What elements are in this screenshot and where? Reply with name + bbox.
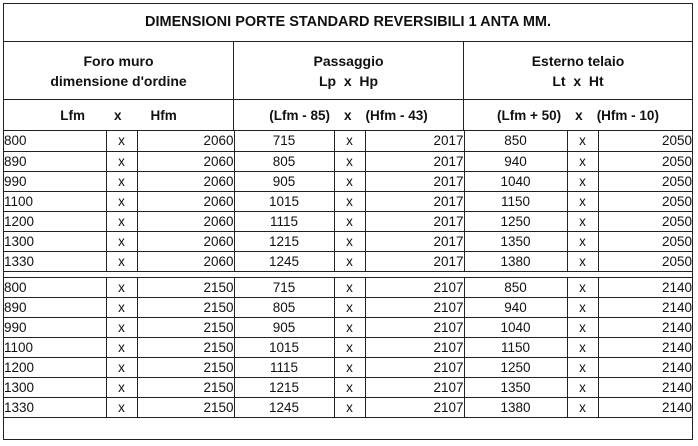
group-subtitle: Lt x Ht — [552, 72, 604, 89]
table-cell: 2150 — [137, 338, 234, 358]
formula-separator: x — [575, 107, 583, 123]
table-cell: x — [106, 211, 137, 231]
table-cell: 2050 — [598, 171, 692, 191]
table-cell: x — [567, 298, 598, 318]
table-cell: x — [567, 171, 598, 191]
table-cell: 1040 — [464, 171, 567, 191]
table-cell: 715 — [234, 131, 334, 151]
group-header-passaggio — [234, 42, 464, 99]
formula-width: Lfm — [60, 107, 85, 123]
table-cell: 1300 — [4, 231, 106, 251]
table-cell: 2060 — [137, 251, 234, 271]
table-cell: x — [334, 398, 365, 418]
table-cell: x — [334, 358, 365, 378]
group-title: Esterno telaio — [531, 52, 625, 69]
table-cell: 2150 — [137, 378, 234, 398]
table-cell: x — [106, 231, 137, 251]
table-cell: 1150 — [464, 191, 567, 211]
table-cell: 2140 — [598, 318, 692, 338]
table-cell: 1040 — [464, 318, 567, 338]
table-cell: 2107 — [365, 338, 464, 358]
table-cell: 715 — [234, 278, 334, 298]
table-cell: 2140 — [598, 278, 692, 298]
table-cell: 1115 — [234, 211, 334, 231]
table-cell: x — [106, 398, 137, 418]
table-cell: 2107 — [365, 278, 464, 298]
table-cell: x — [334, 378, 365, 398]
table-cell: 1250 — [464, 358, 567, 378]
table-cell: 2140 — [598, 358, 692, 378]
table-cell: 1350 — [464, 378, 567, 398]
table-cell: 2017 — [365, 251, 464, 271]
group-subtitle: Lp x Hp — [318, 72, 379, 89]
table-cell: x — [106, 298, 137, 318]
table-row — [4, 131, 692, 151]
table-cell: 2060 — [137, 231, 234, 251]
data-block-2060 — [4, 131, 692, 272]
formula-header-row — [4, 100, 692, 131]
table-cell: 2017 — [365, 171, 464, 191]
table-cell: x — [334, 151, 365, 171]
table-cell: x — [334, 298, 365, 318]
table-row — [4, 251, 692, 271]
table-row — [4, 171, 692, 191]
table-cell: x — [334, 338, 365, 358]
table-cell: 1330 — [4, 398, 106, 418]
table-cell: x — [334, 171, 365, 191]
table-cell: 1250 — [464, 211, 567, 231]
formula-height: Hfm — [150, 107, 177, 123]
table-cell: 1330 — [4, 251, 106, 271]
group-title: Passaggio — [313, 52, 384, 69]
table-cell: 1245 — [234, 251, 334, 271]
group-header-esterno-telaio — [464, 42, 692, 99]
table-cell: x — [334, 191, 365, 211]
table-cell: x — [106, 151, 137, 171]
formula-separator: x — [113, 107, 122, 123]
table-cell: x — [334, 278, 365, 298]
table-cell: x — [567, 278, 598, 298]
table-cell: 1300 — [4, 378, 106, 398]
table-cell: x — [567, 338, 598, 358]
group-title: Foro muro — [83, 52, 154, 69]
table-cell: 1215 — [234, 378, 334, 398]
formula-header-esterno-telaio — [464, 100, 692, 130]
table-cell: 800 — [4, 278, 106, 298]
table-cell: 2107 — [365, 298, 464, 318]
table-cell: 1245 — [234, 398, 334, 418]
table-cell: 2140 — [598, 398, 692, 418]
table-cell: x — [334, 251, 365, 271]
table-row — [4, 378, 692, 398]
table-cell: 2050 — [598, 211, 692, 231]
table-cell: 2140 — [598, 338, 692, 358]
table-cell: 2140 — [598, 298, 692, 318]
formula-header-passaggio — [234, 100, 464, 130]
table-cell: x — [567, 318, 598, 338]
table-cell: 1380 — [464, 398, 567, 418]
table-row — [4, 151, 692, 171]
formula-header-foro-muro — [4, 100, 234, 130]
formula-width: (Lfm - 85) — [269, 107, 330, 123]
table-cell: x — [567, 151, 598, 171]
table-cell: 2060 — [137, 131, 234, 151]
table-cell: 1200 — [4, 211, 106, 231]
table-cell: x — [106, 278, 137, 298]
table-cell: x — [106, 318, 137, 338]
table-cell: x — [567, 358, 598, 378]
table-cell: x — [106, 251, 137, 271]
table-cell: x — [106, 191, 137, 211]
table-cell: 890 — [4, 151, 106, 171]
table-cell: 1150 — [464, 338, 567, 358]
table-cell: 1200 — [4, 358, 106, 378]
table-cell: 800 — [4, 131, 106, 151]
table-cell: x — [106, 338, 137, 358]
formula-height: (Hfm - 10) — [596, 107, 659, 123]
table-cell: 2107 — [365, 398, 464, 418]
table-cell: 1015 — [234, 338, 334, 358]
table-cell: 990 — [4, 171, 106, 191]
table-cell: x — [106, 378, 137, 398]
table-cell: 2150 — [137, 398, 234, 418]
formula-width: (Lfm + 50) — [497, 107, 562, 123]
table-cell: 1100 — [4, 338, 106, 358]
table-cell: 2060 — [137, 211, 234, 231]
table-cell: 2107 — [365, 378, 464, 398]
table-cell: 1350 — [464, 231, 567, 251]
table-cell: 2017 — [365, 211, 464, 231]
formula-height: (Hfm - 43) — [365, 107, 428, 123]
table-cell: x — [567, 211, 598, 231]
table-cell: x — [567, 251, 598, 271]
formula-separator: x — [343, 107, 352, 123]
table-cell: x — [567, 231, 598, 251]
table-cell: x — [334, 231, 365, 251]
table-row — [4, 318, 692, 338]
table-cell: x — [334, 131, 365, 151]
table-cell: 2107 — [365, 318, 464, 338]
table-row — [4, 338, 692, 358]
table-cell: x — [567, 191, 598, 211]
data-block-2150 — [4, 278, 692, 419]
table-cell: 940 — [464, 151, 567, 171]
table-cell: 2017 — [365, 191, 464, 211]
table-cell: 2060 — [137, 171, 234, 191]
table-cell: 2060 — [137, 191, 234, 211]
group-subtitle: dimensione d'ordine — [50, 72, 187, 89]
table-cell: x — [334, 211, 365, 231]
table-cell: 805 — [234, 151, 334, 171]
table-cell: 905 — [234, 171, 334, 191]
table-cell: x — [567, 378, 598, 398]
table-cell: 2150 — [137, 298, 234, 318]
group-header-row — [4, 42, 692, 100]
table-cell: x — [334, 318, 365, 338]
table-cell: x — [106, 171, 137, 191]
table-cell: x — [567, 398, 598, 418]
dimensions-table — [3, 3, 693, 440]
table-cell: 1115 — [234, 358, 334, 378]
table-cell: x — [106, 131, 137, 151]
table-cell: x — [106, 358, 137, 378]
table-cell: 1380 — [464, 251, 567, 271]
table-cell: 805 — [234, 298, 334, 318]
table-row — [4, 398, 692, 418]
table-row — [4, 298, 692, 318]
table-cell: 2050 — [598, 151, 692, 171]
table-title: DIMENSIONI PORTE STANDARD REVERSIBILI 1 ANTA MM. — [4, 4, 692, 42]
table-cell: 2050 — [598, 251, 692, 271]
table-cell: 2050 — [598, 231, 692, 251]
table-cell: 2140 — [598, 378, 692, 398]
table-cell: 2150 — [137, 318, 234, 338]
table-cell: 2017 — [365, 151, 464, 171]
table-cell: 890 — [4, 298, 106, 318]
table-cell: 2017 — [365, 231, 464, 251]
table-cell: 2150 — [137, 358, 234, 378]
table-cell: 905 — [234, 318, 334, 338]
table-cell: 2050 — [598, 131, 692, 151]
table-cell: 850 — [464, 278, 567, 298]
table-cell: 2060 — [137, 151, 234, 171]
table-cell: 1015 — [234, 191, 334, 211]
table-cell: 2017 — [365, 131, 464, 151]
table-row — [4, 211, 692, 231]
table-cell: 1100 — [4, 191, 106, 211]
table-cell: 940 — [464, 298, 567, 318]
table-row — [4, 278, 692, 298]
table-row — [4, 191, 692, 211]
table-row — [4, 358, 692, 378]
table-cell: x — [567, 131, 598, 151]
group-header-foro-muro — [4, 42, 234, 99]
table-row — [4, 231, 692, 251]
table-cell: 2050 — [598, 191, 692, 211]
table-cell: 2107 — [365, 358, 464, 378]
table-cell: 990 — [4, 318, 106, 338]
table-cell: 1215 — [234, 231, 334, 251]
table-cell: 850 — [464, 131, 567, 151]
table-cell: 2150 — [137, 278, 234, 298]
